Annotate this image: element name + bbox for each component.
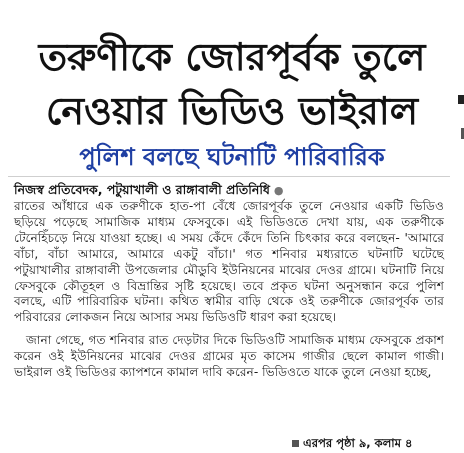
subheadline: পুলিশ বলছে ঘটনাটি পারিবারিক <box>79 143 385 171</box>
square-bullet-icon <box>292 440 299 447</box>
headline-line-1: তরুণীকে জোরপূর্বক তুলে <box>38 35 426 79</box>
headline-line-2: নেওয়ার ভিডিও ভাইরাল <box>45 89 419 133</box>
bullet-icon: ● <box>273 184 284 197</box>
article-paragraph-1: রাতের আঁধারে এক তরুণীকে হাত-পা বেঁধে জোরপূর্বক তুলে নেওয়ার একটি ভিডিও ছড়িয়ে পড়েছে সামাজিক মাধ্যম ফেসবুকে। এই ভিডিওতে দেখা যায়, এক তরুণীকে টেনেহিঁচড়ে নিয়ে যাওয়া হচ্ছে। এ সময় কেঁদে কেঁদে তিনি চিৎকার করে বলছেন- 'আমারে বাঁচা, বাঁচা আমারে, আমারে একটু বাঁচা।' গত শনিবার মধ্যরাতে ঘটনাটি ঘটেছে পটুয়াখালীর রাঙ্গাবালী উপজেলার মৌডুবি ইউনিয়নের মাঝের দেওর গ্রামে। ঘটনাটি নিয়ে ফেসবুকে কৌতূহল ও বিভ্রান্তির সৃষ্টি হয়েছে। তবে প্রকৃত ঘটনা অনুসন্ধান করে পুলিশ বলছে, এটি পারিবারিক ঘটনা। কথিত স্বামীর বাড়ি থেকে ওই তরুণীকে জোরপূর্বক তার পরিবারের লোকজন নিয়ে আসার সময় ভিডিওটি ধারণ করা হয়েছে। <box>14 199 444 325</box>
adjacent-column-fragment <box>458 95 464 104</box>
divider <box>8 176 450 177</box>
continuation-text: এরপর পৃষ্ঠা ৯, কলাম ৪ <box>303 436 413 450</box>
byline <box>14 181 454 200</box>
continuation-note <box>292 436 412 450</box>
article-paragraph-2 <box>14 333 444 381</box>
byline-text: নিজস্ব প্রতিবেদক, পটুয়াখালী ও রাঙ্গাবালী প্রতিনিধি <box>14 182 270 197</box>
article-paragraph-2-text: জানা গেছে, গত শনিবার রাত দেড়টার দিকে ভিডিওটি সামাজিক মাধ্যম ফেসবুকে প্রকাশ করেন ওই ইউনিয়নের মাঝের দেওর গ্রামের মৃত কাসেম গাজীর ছেলে কামাল গাজী। ভাইরাল ওই ভিডিওর ক্যাপশনে কামাল দাবি করেন- ভিডিওতে যাকে তুলে নেওয়া হচ্ছে, <box>14 333 444 380</box>
article-body <box>14 199 444 381</box>
